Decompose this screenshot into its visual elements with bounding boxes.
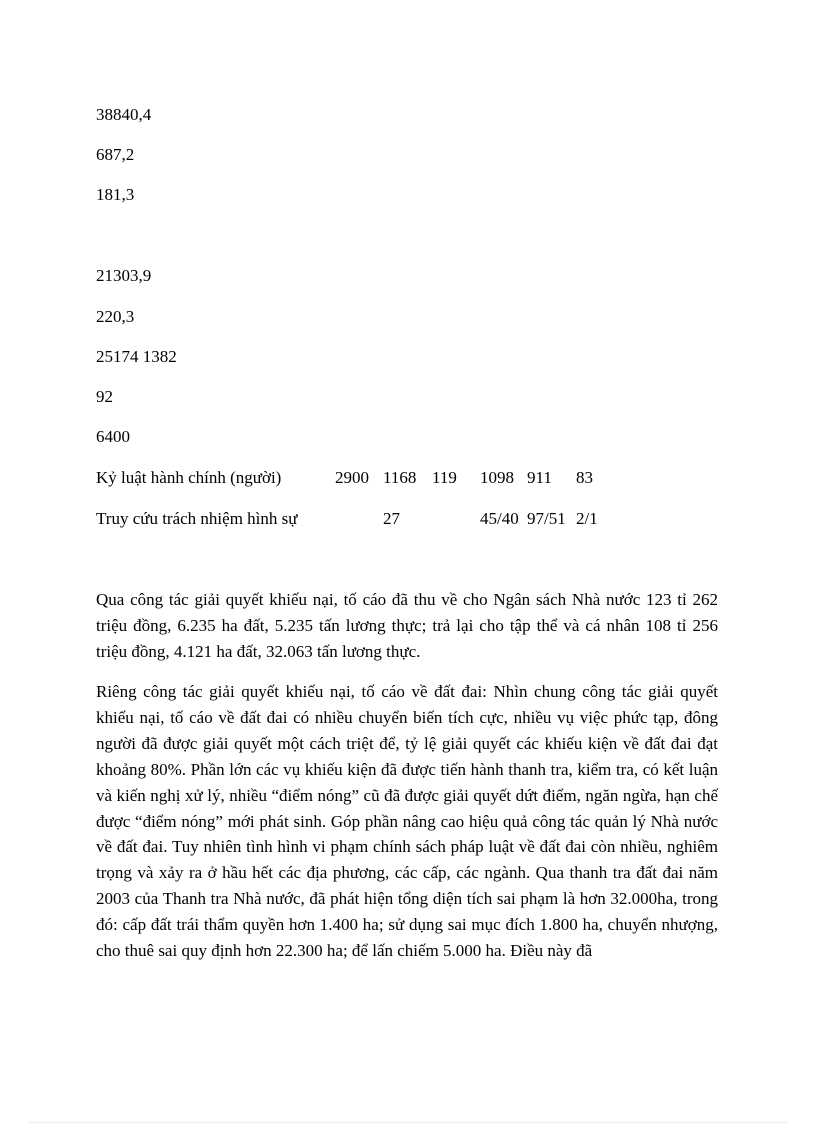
- number-line: 38840,4: [96, 105, 152, 124]
- table-cell: 27: [383, 509, 400, 528]
- table-cell: 1098: [480, 468, 514, 487]
- table-cell: 2900: [335, 468, 369, 487]
- row-label: Kỷ luật hành chính (người): [96, 468, 282, 487]
- table-cell: 119: [432, 468, 457, 487]
- table-cell: 83: [576, 468, 593, 487]
- number-line: 687,2: [96, 145, 135, 164]
- number-line: 92: [96, 387, 113, 406]
- number-line: 220,3: [96, 307, 135, 326]
- number-line: 25174 1382: [96, 347, 177, 366]
- body-paragraph: Riêng công tác giải quyết khiếu nại, tố cáo về đất đai: Nhìn chung công tác giải quyết khiếu nại, tố cáo về đất đai có nhiều chuyển biến tích cực, nhiều vụ việc phức tạp, đông người đã được giải quyết một cách triệt để, tỷ lệ giải quyết các khiếu kiện về đất đai đạt khoảng 80%. Phần lớn các vụ khiếu kiện đã được tiến hành thanh tra, kiểm tra, có kết luận và kiến nghị xử lý, nhiều “điểm nóng” cũ đã được giải quyết dứt điểm, ngăn ngừa, hạn chế được “điểm nóng” mới phát sinh. Góp phần nâng cao hiệu quả công tác quản lý Nhà nước về đất đai. Tuy nhiên tình hình vi phạm chính sách pháp luật về đất đai còn nhiều, nghiêm trọng và xảy ra ở hầu hết các địa phương, các cấp, các ngành. Qua thanh tra đất đai năm 2003 của Thanh tra Nhà nước, đã phát hiện tổng diện tích sai phạm là hơn 32.000ha, trong đó: cấp đất trái thẩm quyền hơn 1.400 ha; sử dụng sai mục đích 1.800 ha, chuyển nhượng, cho thuê sai quy định hơn 22.300 ha; để lấn chiếm 5.000 ha. Điều này đã: [96, 682, 718, 961]
- number-line: 21303,9: [96, 266, 152, 285]
- number-line: 6400: [96, 427, 130, 446]
- row-label: Truy cứu trách nhiệm hình sự: [96, 509, 298, 528]
- table-row: [96, 468, 716, 488]
- table-cell: 1168: [383, 468, 417, 487]
- number-line: 181,3: [96, 185, 135, 204]
- table-cell: 911: [527, 468, 552, 487]
- table-cell: 97/51: [527, 509, 566, 528]
- table-cell: 2/1: [576, 509, 598, 528]
- table-cell: 45/40: [480, 509, 519, 528]
- body-paragraph: Qua công tác giải quyết khiếu nại, tố cáo đã thu về cho Ngân sách Nhà nước 123 tỉ 262 triệu đồng, 6.235 ha đất, 5.235 tấn lương thực; trả lại cho tập thể và cá nhân 108 tỉ 256 triệu đồng, 4.121 ha đất, 32.063 tấn lương thực.: [96, 590, 718, 661]
- table-row: [96, 509, 716, 529]
